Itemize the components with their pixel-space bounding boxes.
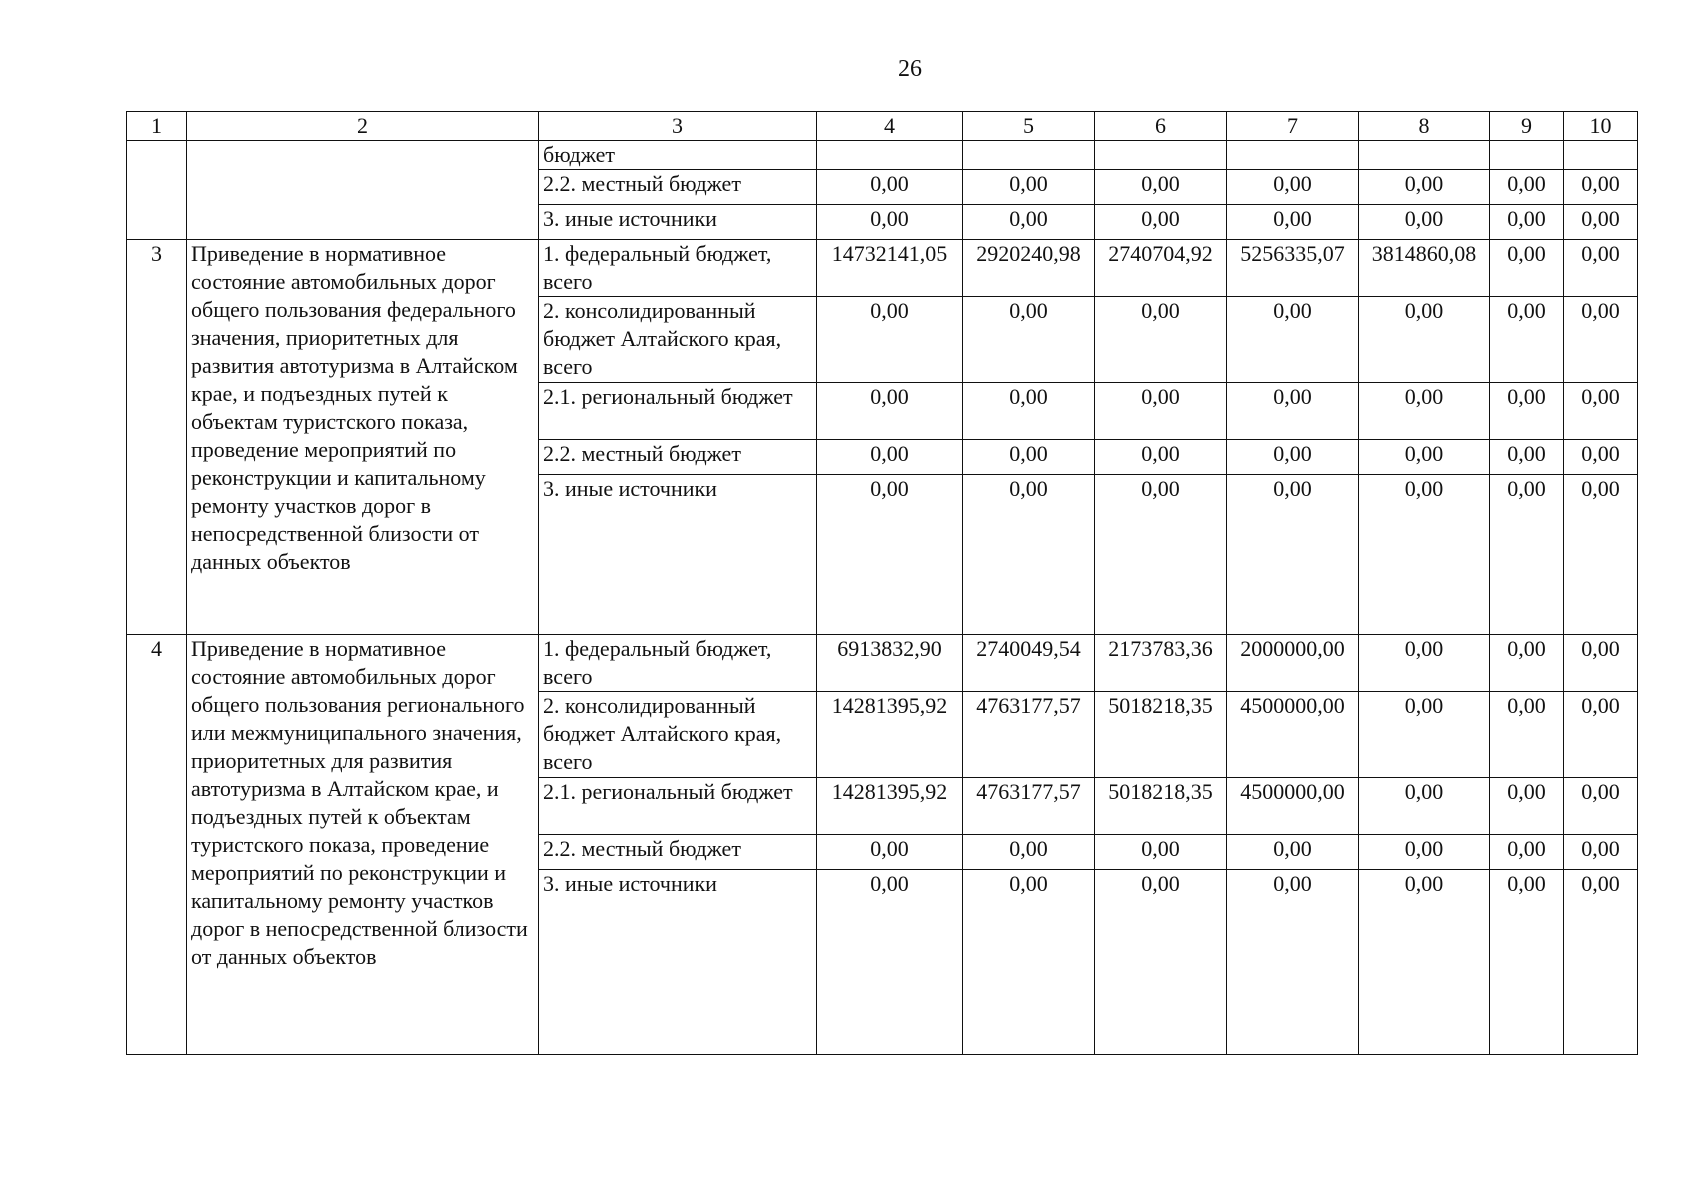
value-cell: 0,00 [1490, 692, 1564, 778]
funding-source-cell: 1. федеральный бюджет, всего [539, 240, 817, 297]
value-cell: 0,00 [1227, 205, 1359, 240]
value-cell: 0,00 [1490, 635, 1564, 692]
value-cell: 0,00 [1095, 475, 1227, 635]
value-cell: 0,00 [1227, 170, 1359, 205]
value-cell: 0,00 [963, 835, 1095, 870]
value-cell: 0,00 [1359, 383, 1490, 440]
value-cell: 4500000,00 [1227, 692, 1359, 778]
value-cell: 0,00 [1564, 440, 1638, 475]
header-cell: 10 [1564, 112, 1638, 141]
header-cell: 7 [1227, 112, 1359, 141]
value-cell: 0,00 [963, 205, 1095, 240]
table-row [127, 141, 1638, 170]
value-cell [963, 141, 1095, 170]
value-cell: 0,00 [1359, 635, 1490, 692]
value-cell: 0,00 [1564, 240, 1638, 297]
value-cell: 0,00 [1564, 297, 1638, 383]
item-number-cell: 3 [127, 240, 187, 635]
funding-source-cell: 3. иные источники [539, 475, 817, 635]
budget-table [126, 111, 1638, 1055]
value-cell: 4763177,57 [963, 778, 1095, 835]
funding-source-cell: 3. иные источники [539, 205, 817, 240]
header-cell: 3 [539, 112, 817, 141]
value-cell: 0,00 [1359, 440, 1490, 475]
value-cell: 0,00 [1490, 297, 1564, 383]
value-cell: 0,00 [1359, 870, 1490, 1055]
value-cell: 0,00 [817, 170, 963, 205]
value-cell [817, 141, 963, 170]
value-cell: 0,00 [1359, 170, 1490, 205]
value-cell: 0,00 [1564, 870, 1638, 1055]
value-cell: 3814860,08 [1359, 240, 1490, 297]
value-cell: 5256335,07 [1227, 240, 1359, 297]
value-cell: 0,00 [1095, 205, 1227, 240]
item-description-cell: Приведение в нормативное состояние автомобильных дорог общего пользования регионального или межмуниципального значения, приоритетных для развития автотуризма в Алтайском крае, и подъездных путей к объектам туристского показа, проведение мероприятий по реконструкции и капитальному ремонту участков дорог в непосредственной близости от данных объектов [187, 635, 539, 1055]
value-cell: 2740049,54 [963, 635, 1095, 692]
value-cell: 0,00 [817, 383, 963, 440]
value-cell: 0,00 [817, 297, 963, 383]
funding-source-cell: 2. консолидированный бюджет Алтайского края, всего [539, 297, 817, 383]
value-cell: 0,00 [1359, 205, 1490, 240]
funding-source-cell: 2. консолидированный бюджет Алтайского края, всего [539, 692, 817, 778]
value-cell: 0,00 [963, 440, 1095, 475]
item-description-cell [187, 141, 539, 240]
value-cell: 0,00 [1359, 692, 1490, 778]
value-cell [1564, 141, 1638, 170]
value-cell: 0,00 [963, 297, 1095, 383]
value-cell: 0,00 [817, 835, 963, 870]
value-cell: 0,00 [817, 870, 963, 1055]
value-cell: 0,00 [1490, 240, 1564, 297]
value-cell: 0,00 [1227, 440, 1359, 475]
header-cell: 1 [127, 112, 187, 141]
header-cell: 8 [1359, 112, 1490, 141]
header-row [127, 112, 1638, 141]
value-cell: 0,00 [1095, 170, 1227, 205]
value-cell: 0,00 [963, 475, 1095, 635]
header-cell: 6 [1095, 112, 1227, 141]
value-cell [1095, 141, 1227, 170]
value-cell: 6913832,90 [817, 635, 963, 692]
value-cell: 0,00 [1564, 778, 1638, 835]
table-row [127, 635, 1638, 692]
value-cell: 0,00 [817, 475, 963, 635]
value-cell [1490, 141, 1564, 170]
value-cell: 0,00 [1095, 297, 1227, 383]
value-cell: 14281395,92 [817, 692, 963, 778]
value-cell: 2740704,92 [1095, 240, 1227, 297]
funding-source-cell: 2.2. местный бюджет [539, 835, 817, 870]
value-cell: 4763177,57 [963, 692, 1095, 778]
value-cell: 0,00 [1227, 870, 1359, 1055]
value-cell: 0,00 [1095, 440, 1227, 475]
value-cell: 0,00 [1490, 383, 1564, 440]
value-cell: 5018218,35 [1095, 778, 1227, 835]
funding-source-cell: бюджет [539, 141, 817, 170]
value-cell: 0,00 [1490, 205, 1564, 240]
value-cell: 0,00 [1490, 170, 1564, 205]
value-cell: 0,00 [1564, 383, 1638, 440]
value-cell: 0,00 [1490, 440, 1564, 475]
value-cell: 0,00 [1490, 870, 1564, 1055]
value-cell: 0,00 [1359, 835, 1490, 870]
item-number-cell: 4 [127, 635, 187, 1055]
header-cell: 5 [963, 112, 1095, 141]
funding-source-cell: 2.1. региональный бюджет [539, 778, 817, 835]
value-cell: 0,00 [1359, 778, 1490, 835]
item-description-cell: Приведение в нормативное состояние автомобильных дорог общего пользования федерального значения, приоритетных для развития автотуризма в Алтайском крае, и подъездных путей к объектам туристского показа, проведение мероприятий по реконструкции и капитальному ремонту участков дорог в непосредственной близости от данных объектов [187, 240, 539, 635]
value-cell: 14732141,05 [817, 240, 963, 297]
page-number: 26 [898, 56, 922, 82]
value-cell: 0,00 [1227, 835, 1359, 870]
value-cell: 0,00 [963, 170, 1095, 205]
value-cell: 0,00 [1564, 635, 1638, 692]
value-cell: 0,00 [963, 870, 1095, 1055]
value-cell: 0,00 [817, 205, 963, 240]
value-cell: 0,00 [1227, 475, 1359, 635]
value-cell: 0,00 [817, 440, 963, 475]
value-cell: 0,00 [1227, 383, 1359, 440]
value-cell: 0,00 [1564, 692, 1638, 778]
value-cell: 4500000,00 [1227, 778, 1359, 835]
value-cell: 0,00 [1564, 205, 1638, 240]
value-cell: 0,00 [1359, 475, 1490, 635]
value-cell: 14281395,92 [817, 778, 963, 835]
funding-source-cell: 2.2. местный бюджет [539, 440, 817, 475]
value-cell: 0,00 [1490, 778, 1564, 835]
value-cell: 0,00 [1490, 835, 1564, 870]
funding-source-cell: 2.1. региональный бюджет [539, 383, 817, 440]
value-cell: 0,00 [1095, 870, 1227, 1055]
value-cell [1359, 141, 1490, 170]
value-cell: 5018218,35 [1095, 692, 1227, 778]
header-cell: 9 [1490, 112, 1564, 141]
value-cell: 2920240,98 [963, 240, 1095, 297]
value-cell: 0,00 [1564, 170, 1638, 205]
value-cell: 0,00 [1095, 835, 1227, 870]
funding-source-cell: 1. федеральный бюджет, всего [539, 635, 817, 692]
value-cell: 0,00 [1359, 297, 1490, 383]
value-cell [1227, 141, 1359, 170]
table-row [127, 240, 1638, 297]
value-cell: 0,00 [1227, 297, 1359, 383]
value-cell: 0,00 [1095, 383, 1227, 440]
item-number-cell [127, 141, 187, 240]
value-cell: 0,00 [1564, 475, 1638, 635]
value-cell: 0,00 [1490, 475, 1564, 635]
header-cell: 2 [187, 112, 539, 141]
funding-source-cell: 2.2. местный бюджет [539, 170, 817, 205]
value-cell: 2173783,36 [1095, 635, 1227, 692]
value-cell: 2000000,00 [1227, 635, 1359, 692]
funding-source-cell: 3. иные источники [539, 870, 817, 1055]
value-cell: 0,00 [1564, 835, 1638, 870]
value-cell: 0,00 [963, 383, 1095, 440]
header-cell: 4 [817, 112, 963, 141]
